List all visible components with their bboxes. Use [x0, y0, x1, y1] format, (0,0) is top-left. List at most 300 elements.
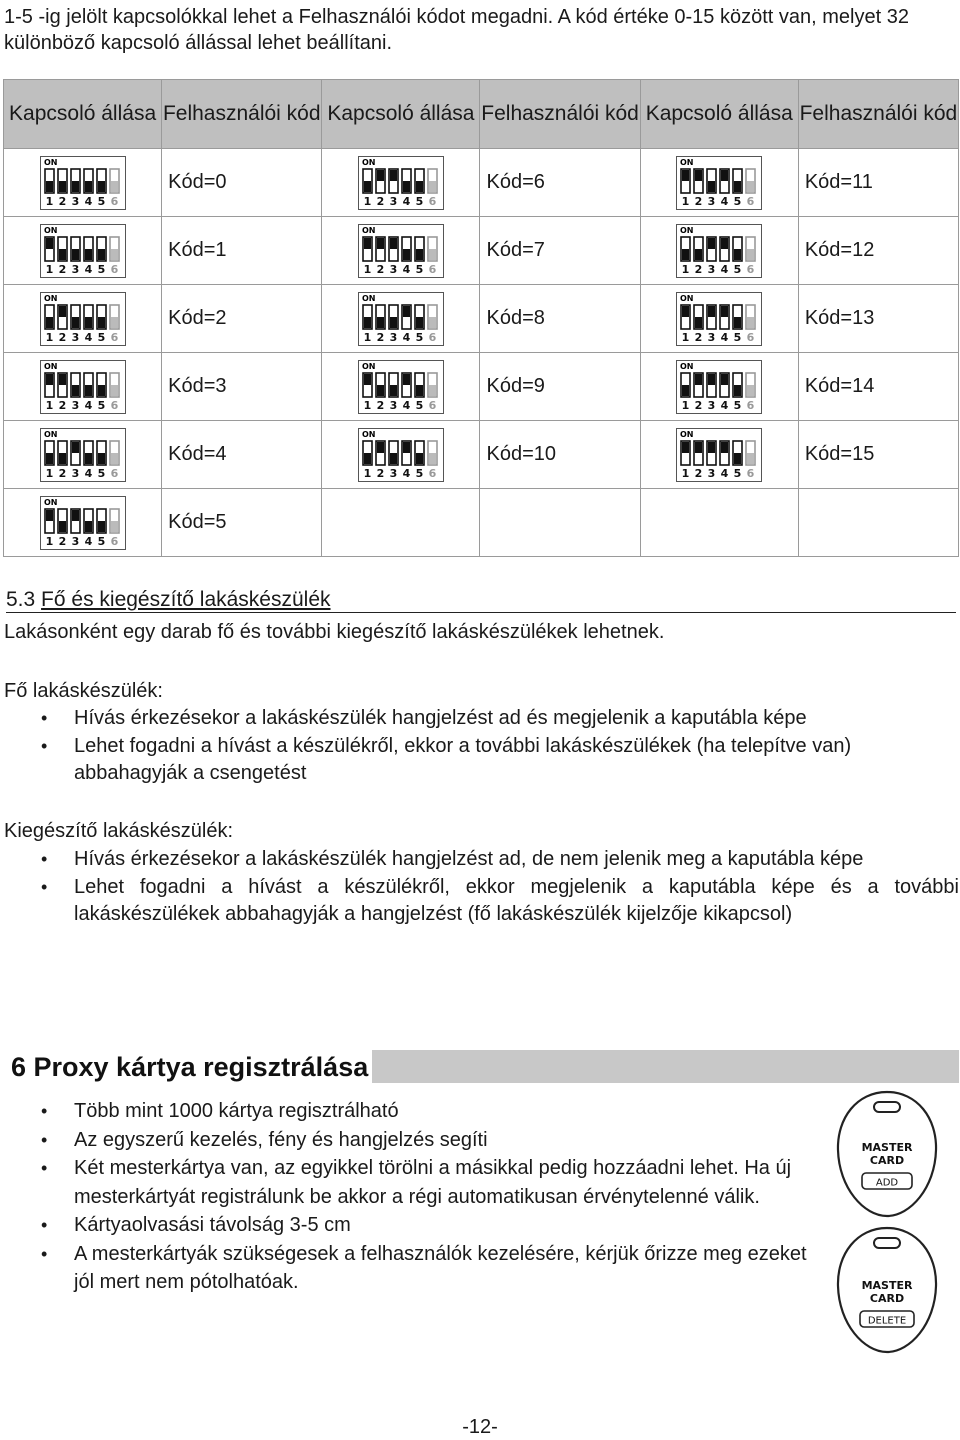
table-row — [4, 421, 959, 489]
switch-position-cell — [322, 353, 480, 421]
switch-position-cell — [4, 421, 162, 489]
header-switch-position: Kapcsoló állása — [322, 80, 480, 149]
dip-number: 3 — [707, 466, 716, 480]
switch-position-cell — [640, 489, 798, 557]
user-code-cell: Kód=0 — [162, 149, 322, 217]
list-item: • Hívás érkezésekor a lakáskészülék hangjelzést ad, de nem jelenik meg a kaputábla képe — [4, 846, 959, 874]
dip-toggle-knob — [403, 442, 410, 453]
dip-toggle-knob — [59, 181, 66, 192]
dip-toggle-knob — [46, 317, 53, 328]
dip-on-label: ON — [680, 293, 694, 303]
dip-toggle-knob — [747, 249, 754, 260]
dip-number: 2 — [376, 466, 385, 480]
dip-toggle-knob — [111, 317, 118, 328]
dip-number: 3 — [707, 330, 716, 344]
dip-number: 3 — [707, 194, 716, 208]
master-card-add — [838, 1092, 936, 1216]
dip-toggle-knob — [59, 306, 66, 317]
dip-number: 5 — [97, 262, 105, 276]
dip-number: 5 — [97, 398, 105, 412]
dip-toggle-knob — [429, 385, 436, 396]
dip-number: 1 — [45, 398, 53, 412]
switch-position-cell — [322, 149, 480, 217]
list-item: • Hívás érkezésekor a lakáskészülék hangjelzést ad és megjelenik a kaputábla képe — [4, 705, 959, 733]
dip-toggle-knob — [708, 442, 715, 453]
dip-on-label: ON — [43, 497, 58, 507]
dip-toggle-knob — [72, 442, 79, 453]
dip-toggle-knob — [364, 317, 371, 328]
switch-position-cell — [4, 149, 162, 217]
dip-number: 2 — [376, 398, 385, 412]
switch-position-cell — [322, 217, 480, 285]
dip-number: 1 — [681, 398, 690, 412]
dip-number: 6 — [746, 194, 755, 208]
dip-toggle-knob — [377, 170, 384, 181]
list-item: • Lehet fogadni a hívást a készülékről, ekkor megjelenik a kaputábla képe és a további lakáskészülékek abbahagyják a hangjelzést (fő lakáskészülék kijelzője kikapcsol) — [4, 874, 959, 929]
dip-number: 1 — [363, 262, 372, 276]
proxy-feature-list — [4, 1097, 824, 1297]
switch-position-cell — [4, 217, 162, 285]
section-title: Fő és kiegészítő lakáskészülék — [41, 588, 331, 611]
user-code-cell: Kód=15 — [798, 421, 958, 489]
table-row — [4, 285, 959, 353]
user-code-cell: Kód=12 — [798, 217, 958, 285]
dip-toggle-knob — [59, 521, 66, 532]
dip-switch-icon — [358, 428, 444, 482]
user-code-cell: Kód=13 — [798, 285, 958, 353]
dip-number: 3 — [389, 330, 398, 344]
dip-toggle-knob — [721, 238, 728, 249]
dip-number: 5 — [97, 194, 105, 208]
card-title: MASTER — [861, 1141, 913, 1154]
dip-number: 5 — [415, 262, 424, 276]
user-code-cell: Kód=5 — [162, 489, 322, 557]
dip-toggle-knob — [46, 453, 53, 464]
dip-number: 2 — [58, 262, 66, 276]
dip-switch-icon — [358, 292, 444, 346]
dip-toggle-knob — [708, 306, 715, 317]
dip-toggle-knob — [403, 374, 410, 385]
dip-toggle-knob — [721, 442, 728, 453]
dip-toggle-knob — [111, 453, 118, 464]
dip-toggle-knob — [98, 385, 105, 396]
dip-number: 5 — [415, 194, 424, 208]
dip-toggle-knob — [682, 249, 689, 260]
dip-number: 5 — [415, 398, 424, 412]
dip-number: 1 — [681, 466, 690, 480]
dip-on-label: ON — [43, 225, 58, 235]
header-user-code: Felhasználói kód — [480, 80, 640, 149]
dip-number: 5 — [733, 398, 742, 412]
dip-number: 5 — [415, 330, 424, 344]
dip-on-label: ON — [680, 361, 694, 371]
master-cards-illustration — [832, 1088, 942, 1358]
dip-number: 2 — [58, 534, 66, 548]
switch-position-cell — [640, 285, 798, 353]
dip-toggle-knob — [111, 181, 118, 192]
user-code-cell: Kód=7 — [480, 217, 640, 285]
user-code-cell: Kód=8 — [480, 285, 640, 353]
dip-number: 4 — [84, 466, 92, 480]
main-unit-list — [4, 705, 959, 788]
dip-on-label: ON — [361, 225, 376, 235]
list-item: • Két mesterkártya van, az egyikkel törölni a másikkal pedig hozzáadni lehet. Ha új mesterkártyát registrálunk be akkor a régi automatikusan érvénytelenné válik. — [4, 1154, 824, 1211]
extension-unit-list — [4, 846, 959, 929]
card-subtitle: CARD — [869, 1154, 905, 1167]
switch-position-cell — [640, 217, 798, 285]
dip-toggle-knob — [403, 249, 410, 260]
dip-switch-icon — [40, 292, 126, 346]
dip-toggle-knob — [111, 249, 118, 260]
dip-number: 3 — [71, 398, 79, 412]
dip-number: 6 — [110, 194, 118, 208]
dip-toggle-knob — [377, 442, 384, 453]
dip-toggle-knob — [721, 306, 728, 317]
dip-number: 3 — [71, 330, 79, 344]
dip-number: 1 — [363, 194, 372, 208]
dip-number: 1 — [45, 330, 53, 344]
extension-unit-label: Kiegészítő lakáskészülék: — [4, 820, 234, 842]
dip-number: 3 — [71, 194, 79, 208]
master-card-delete — [838, 1228, 936, 1352]
dip-switch-table — [3, 79, 959, 557]
switch-position-cell — [640, 353, 798, 421]
dip-number: 3 — [71, 262, 79, 276]
dip-number: 4 — [720, 398, 729, 412]
dip-number: 4 — [720, 466, 729, 480]
dip-toggle-knob — [721, 374, 728, 385]
list-item: • Az egyszerű kezelés, fény és hangjelzés segíti — [4, 1126, 824, 1155]
dip-toggle-knob — [111, 385, 118, 396]
main-unit-label: Fő lakáskészülék: — [4, 680, 163, 702]
dip-number: 6 — [110, 262, 118, 276]
table-row — [4, 149, 959, 217]
dip-toggle-knob — [59, 453, 66, 464]
dip-toggle-knob — [747, 181, 754, 192]
dip-toggle-knob — [390, 453, 397, 464]
dip-number: 2 — [694, 398, 703, 412]
dip-number: 1 — [45, 534, 53, 548]
dip-toggle-knob — [59, 249, 66, 260]
dip-toggle-knob — [98, 521, 105, 532]
dip-switch-icon — [676, 292, 762, 346]
dip-toggle-knob — [403, 181, 410, 192]
table-row — [4, 217, 959, 285]
dip-switch-icon — [40, 428, 126, 482]
dip-switch-icon — [40, 224, 126, 278]
dip-number: 6 — [110, 534, 118, 548]
dip-number: 1 — [45, 466, 53, 480]
dip-toggle-knob — [747, 385, 754, 396]
dip-toggle-knob — [85, 453, 92, 464]
dip-number: 1 — [363, 398, 372, 412]
dip-number: 5 — [733, 466, 742, 480]
dip-number: 5 — [97, 330, 105, 344]
dip-number: 1 — [681, 262, 690, 276]
switch-position-cell — [322, 285, 480, 353]
dip-number: 6 — [428, 194, 437, 208]
table-row — [4, 353, 959, 421]
dip-number: 2 — [694, 194, 703, 208]
header-switch-position: Kapcsoló állása — [4, 80, 162, 149]
dip-toggle-knob — [708, 238, 715, 249]
dip-toggle-knob — [98, 317, 105, 328]
intro-paragraph: 1-5 -ig jelölt kapcsolókkal lehet a Felhasználói kódot megadni. A kód értéke 0-15 között van, melyet 32 különböző kapcsoló állással lehet beállítani. — [4, 6, 909, 54]
dip-number: 1 — [45, 194, 53, 208]
header-switch-position: Kapcsoló állása — [640, 80, 798, 149]
dip-toggle-knob — [377, 385, 384, 396]
list-item: • A mesterkártyák szükségesek a felhasználók kezelésére, kérjük őrizze meg ezeket jól mert nem pótolhatóak. — [4, 1240, 824, 1297]
dip-toggle-knob — [734, 317, 741, 328]
dip-number: 4 — [84, 534, 92, 548]
table-row — [4, 489, 959, 557]
dip-number: 1 — [681, 194, 690, 208]
dip-switch-icon — [676, 224, 762, 278]
table-header-row — [4, 80, 959, 149]
dip-toggle-knob — [85, 249, 92, 260]
dip-number: 2 — [694, 262, 703, 276]
card-title: MASTER — [861, 1279, 913, 1292]
dip-number: 3 — [71, 466, 79, 480]
dip-toggle-knob — [390, 238, 397, 249]
dip-number: 2 — [376, 194, 385, 208]
dip-toggle-knob — [747, 317, 754, 328]
dip-number: 4 — [402, 466, 411, 480]
dip-toggle-knob — [72, 249, 79, 260]
dip-number: 6 — [110, 398, 118, 412]
user-code-cell: Kód=4 — [162, 421, 322, 489]
switch-position-cell — [322, 489, 480, 557]
dip-switch-icon — [676, 156, 762, 210]
dip-on-label: ON — [43, 361, 58, 371]
dip-number: 6 — [110, 466, 118, 480]
dip-toggle-knob — [682, 306, 689, 317]
dip-toggle-knob — [708, 181, 715, 192]
dip-number: 5 — [733, 262, 742, 276]
dip-number: 4 — [84, 194, 92, 208]
dip-number: 6 — [746, 262, 755, 276]
dip-toggle-knob — [734, 453, 741, 464]
dip-toggle-knob — [46, 510, 53, 521]
dip-toggle-knob — [377, 317, 384, 328]
dip-on-label: ON — [361, 429, 376, 439]
dip-toggle-knob — [390, 317, 397, 328]
dip-toggle-knob — [416, 453, 423, 464]
user-code-cell: Kód=10 — [480, 421, 640, 489]
dip-number: 2 — [376, 330, 385, 344]
switch-position-cell — [640, 149, 798, 217]
dip-on-label: ON — [680, 157, 694, 167]
dip-number: 3 — [71, 534, 79, 548]
dip-on-label: ON — [361, 157, 376, 167]
switch-position-cell — [640, 421, 798, 489]
dip-toggle-knob — [429, 249, 436, 260]
dip-toggle-knob — [98, 249, 105, 260]
dip-number: 3 — [707, 262, 716, 276]
dip-switch-icon — [358, 360, 444, 414]
dip-toggle-knob — [695, 170, 702, 181]
dip-toggle-knob — [403, 306, 410, 317]
dip-toggle-knob — [85, 385, 92, 396]
dip-number: 6 — [428, 262, 437, 276]
dip-switch-icon — [40, 496, 126, 550]
dip-toggle-knob — [46, 374, 53, 385]
dip-switch-icon — [40, 360, 126, 414]
dip-number: 4 — [402, 330, 411, 344]
dip-number: 1 — [681, 330, 690, 344]
dip-number: 3 — [389, 398, 398, 412]
dip-toggle-knob — [85, 317, 92, 328]
user-code-cell: Kód=14 — [798, 353, 958, 421]
list-item: • Több mint 1000 kártya regisztrálható — [4, 1097, 824, 1126]
dip-number: 6 — [428, 466, 437, 480]
dip-on-label: ON — [361, 361, 376, 371]
dip-toggle-knob — [72, 317, 79, 328]
header-user-code: Felhasználói kód — [162, 80, 322, 149]
dip-switch-icon — [358, 156, 444, 210]
dip-on-label: ON — [680, 225, 694, 235]
dip-toggle-knob — [390, 170, 397, 181]
user-code-cell — [798, 489, 958, 557]
dip-number: 4 — [402, 194, 411, 208]
dip-toggle-knob — [59, 374, 66, 385]
dip-on-label: ON — [361, 293, 376, 303]
dip-number: 4 — [720, 262, 729, 276]
dip-number: 3 — [389, 262, 398, 276]
dip-number: 4 — [720, 330, 729, 344]
dip-number: 5 — [97, 466, 105, 480]
dip-switch-icon — [676, 428, 762, 482]
dip-toggle-knob — [695, 249, 702, 260]
dip-number: 2 — [58, 330, 66, 344]
dip-number: 4 — [84, 262, 92, 276]
dip-number: 4 — [84, 330, 92, 344]
dip-toggle-knob — [429, 317, 436, 328]
dip-on-label: ON — [43, 429, 58, 439]
dip-number: 3 — [707, 398, 716, 412]
dip-number: 4 — [402, 262, 411, 276]
dip-toggle-knob — [98, 181, 105, 192]
dip-toggle-knob — [416, 181, 423, 192]
dip-toggle-knob — [98, 453, 105, 464]
dip-toggle-knob — [695, 317, 702, 328]
list-item: • Kártyaolvasási távolság 3-5 cm — [4, 1211, 824, 1240]
dip-toggle-knob — [734, 385, 741, 396]
dip-switch-icon — [40, 156, 126, 210]
user-code-cell: Kód=9 — [480, 353, 640, 421]
dip-toggle-knob — [416, 317, 423, 328]
dip-toggle-knob — [364, 453, 371, 464]
dip-on-label: ON — [43, 293, 58, 303]
dip-toggle-knob — [734, 181, 741, 192]
dip-number: 3 — [389, 466, 398, 480]
dip-toggle-knob — [429, 181, 436, 192]
dip-toggle-knob — [695, 442, 702, 453]
dip-toggle-knob — [682, 385, 689, 396]
dip-toggle-knob — [46, 238, 53, 249]
header-user-code: Felhasználói kód — [798, 80, 958, 149]
dip-toggle-knob — [46, 181, 53, 192]
dip-switch-icon — [676, 360, 762, 414]
dip-toggle-knob — [85, 181, 92, 192]
dip-toggle-knob — [695, 374, 702, 385]
dip-toggle-knob — [72, 385, 79, 396]
dip-toggle-knob — [416, 249, 423, 260]
section-6-title: 6 Proxy kártya regisztrálása — [8, 1050, 372, 1083]
dip-toggle-knob — [377, 238, 384, 249]
dip-number: 6 — [746, 398, 755, 412]
dip-toggle-knob — [721, 170, 728, 181]
user-code-cell: Kód=6 — [480, 149, 640, 217]
switch-position-cell — [4, 353, 162, 421]
dip-number: 6 — [110, 330, 118, 344]
dip-number: 5 — [733, 194, 742, 208]
list-item: • Lehet fogadni a hívást a készülékről, ekkor a további lakáskészülékek (ha telepítve van) abbahagyják a csengetést — [4, 733, 959, 788]
section-5-3-heading — [6, 587, 956, 613]
dip-number: 4 — [402, 398, 411, 412]
dip-number: 6 — [428, 330, 437, 344]
user-code-cell: Kód=3 — [162, 353, 322, 421]
dip-toggle-knob — [364, 181, 371, 192]
dip-toggle-knob — [682, 170, 689, 181]
dip-number: 5 — [97, 534, 105, 548]
dip-number: 2 — [694, 330, 703, 344]
dip-number: 1 — [363, 330, 372, 344]
dip-number: 2 — [58, 398, 66, 412]
section-intro: Lakásonként egy darab fő és további kiegészítő lakáskészülékek lehetnek. — [4, 621, 665, 643]
dip-switch-icon — [358, 224, 444, 278]
dip-toggle-knob — [747, 453, 754, 464]
dip-number: 6 — [746, 466, 755, 480]
dip-number: 1 — [363, 466, 372, 480]
section-6-heading-bar — [8, 1050, 959, 1083]
card-subtitle: CARD — [869, 1292, 905, 1305]
dip-toggle-knob — [416, 385, 423, 396]
user-code-cell: Kód=11 — [798, 149, 958, 217]
dip-number: 6 — [746, 330, 755, 344]
dip-toggle-knob — [364, 238, 371, 249]
card-button-label: DELETE — [867, 1315, 907, 1327]
dip-toggle-knob — [734, 249, 741, 260]
dip-toggle-knob — [682, 442, 689, 453]
dip-toggle-knob — [708, 374, 715, 385]
dip-toggle-knob — [111, 521, 118, 532]
card-button-label: ADD — [875, 1177, 899, 1189]
dip-toggle-knob — [364, 374, 371, 385]
dip-toggle-knob — [85, 521, 92, 532]
dip-number: 1 — [45, 262, 53, 276]
dip-toggle-knob — [390, 385, 397, 396]
user-code-cell: Kód=1 — [162, 217, 322, 285]
dip-toggle-knob — [72, 181, 79, 192]
dip-on-label: ON — [680, 429, 694, 439]
dip-number: 3 — [389, 194, 398, 208]
dip-on-label: ON — [43, 157, 58, 167]
dip-number: 2 — [58, 466, 66, 480]
switch-position-cell — [4, 489, 162, 557]
dip-toggle-knob — [429, 453, 436, 464]
dip-number: 6 — [428, 398, 437, 412]
dip-number: 4 — [84, 398, 92, 412]
dip-number: 5 — [415, 466, 424, 480]
section-number: 5.3 — [6, 588, 36, 611]
user-code-cell: Kód=2 — [162, 285, 322, 353]
dip-number: 2 — [376, 262, 385, 276]
dip-number: 2 — [58, 194, 66, 208]
dip-number: 2 — [694, 466, 703, 480]
switch-position-cell — [4, 285, 162, 353]
dip-number: 5 — [733, 330, 742, 344]
